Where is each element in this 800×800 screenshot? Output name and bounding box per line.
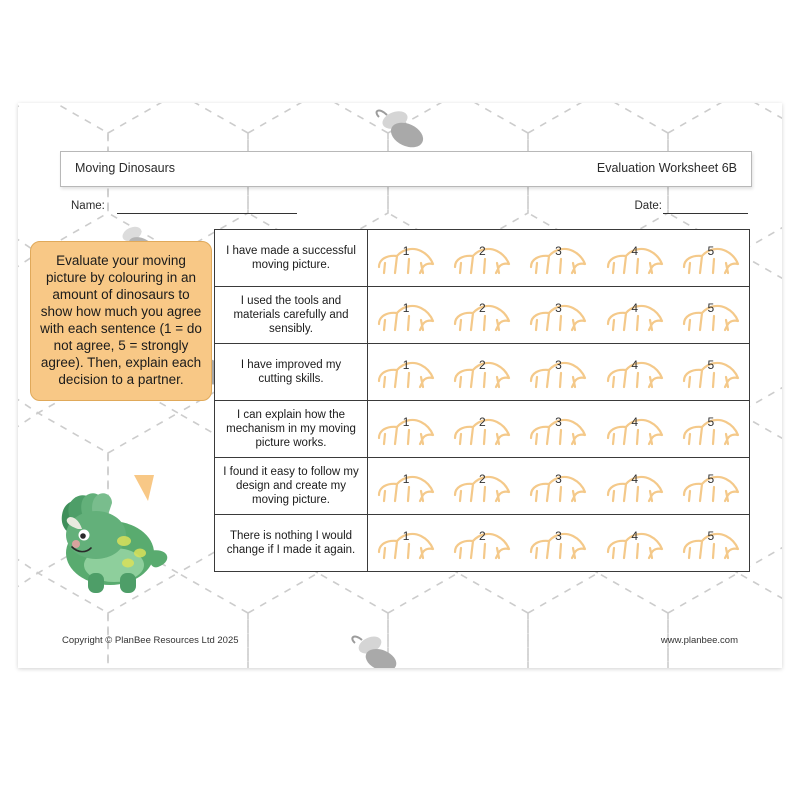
dino-rating-4[interactable]: [600, 406, 670, 452]
name-input[interactable]: [117, 213, 297, 214]
dino-rating-3[interactable]: [523, 292, 593, 338]
rating-number: 4: [631, 244, 638, 258]
rating-number: 5: [707, 415, 715, 430]
worksheet-subtitle: Evaluation Worksheet 6B: [596, 161, 737, 175]
bee-icon: [348, 633, 404, 668]
rating-number: 5: [707, 244, 715, 258]
dino-rating-5[interactable]: [676, 349, 746, 395]
rating-number: 1: [402, 415, 410, 430]
website-text: www.planbee.com: [660, 635, 738, 646]
dino-rating-5[interactable]: [676, 292, 746, 338]
dino-rating-3[interactable]: [523, 235, 593, 281]
dino-rating-4[interactable]: [600, 520, 670, 566]
name-label: Name:: [71, 200, 105, 212]
dino-rating-3[interactable]: [523, 349, 593, 395]
rating-number: 3: [555, 301, 562, 316]
table-row: [215, 230, 750, 287]
date-label: Date:: [634, 200, 662, 212]
table-row: [215, 458, 750, 515]
rating-scale-cell[interactable]: [368, 287, 750, 344]
worksheet-header-bar: [60, 151, 752, 187]
dino-rating-4[interactable]: [600, 292, 670, 338]
rating-scale-cell[interactable]: [368, 458, 750, 515]
dino-rating-4[interactable]: [600, 235, 670, 281]
dino-rating-2[interactable]: [447, 520, 517, 566]
rating-number: 5: [707, 301, 715, 316]
dino-rating-1[interactable]: [371, 235, 441, 281]
statement-cell: There is nothing I would change if I made it again.: [215, 515, 368, 572]
rating-number: 2: [478, 358, 486, 373]
rating-number: 5: [707, 529, 715, 544]
statement-cell: I have improved my cutting skills.: [215, 344, 368, 401]
dino-rating-2[interactable]: [447, 292, 517, 338]
table-row: [215, 515, 750, 572]
table-row: [215, 401, 750, 458]
rating-number: 3: [555, 472, 562, 487]
rating-number: 1: [402, 472, 410, 487]
dino-rating-1[interactable]: [371, 349, 441, 395]
dino-rating-5[interactable]: [676, 463, 746, 509]
dino-rating-2[interactable]: [447, 349, 517, 395]
rating-scale-cell[interactable]: [368, 230, 750, 287]
rating-number: 5: [707, 358, 715, 373]
statement-cell: I have made a successful moving picture.: [215, 230, 368, 287]
dino-rating-2[interactable]: [447, 406, 517, 452]
dino-rating-1[interactable]: [371, 463, 441, 509]
dino-rating-3[interactable]: [523, 406, 593, 452]
rating-number: 1: [402, 529, 410, 544]
rating-number: 3: [555, 358, 562, 373]
table-row: [215, 344, 750, 401]
dino-rating-4[interactable]: [600, 349, 670, 395]
worksheet-sheet: [18, 103, 782, 668]
dino-rating-4[interactable]: [600, 463, 670, 509]
rating-number: 1: [402, 244, 410, 258]
rating-number: 4: [631, 415, 638, 430]
dinosaur-mascot-illustration: [36, 491, 176, 601]
evaluation-table: [214, 229, 750, 572]
rating-number: 2: [478, 529, 486, 544]
statement-cell: I can explain how the mechanism in my moving picture works.: [215, 401, 368, 458]
rating-number: 2: [478, 244, 486, 258]
dino-rating-2[interactable]: [447, 235, 517, 281]
copyright-text: Copyright © PlanBee Resources Ltd 2025: [62, 635, 239, 646]
dino-rating-1[interactable]: [371, 520, 441, 566]
instruction-bubble: Evaluate your moving picture by colouring in an amount of dinosaurs to show how much you agree with each sentence (1 = do not agree, 5 = strongly agree). Then, explain each decision to a partner.: [30, 241, 212, 401]
rating-number: 2: [478, 415, 486, 430]
dino-rating-3[interactable]: [523, 463, 593, 509]
statement-cell: I found it easy to follow my design and create my moving picture.: [215, 458, 368, 515]
dino-rating-3[interactable]: [523, 520, 593, 566]
rating-number: 4: [631, 358, 638, 373]
rating-number: 3: [555, 415, 562, 430]
rating-scale-cell[interactable]: [368, 401, 750, 458]
dino-rating-5[interactable]: [676, 520, 746, 566]
rating-number: 4: [631, 529, 638, 544]
rating-number: 2: [478, 472, 486, 487]
rating-number: 4: [631, 472, 638, 487]
date-input[interactable]: [663, 213, 748, 214]
rating-number: 4: [631, 301, 638, 316]
rating-number: 2: [478, 301, 486, 316]
rating-scale-cell[interactable]: [368, 344, 750, 401]
dino-rating-2[interactable]: [447, 463, 517, 509]
name-date-row: [60, 198, 750, 216]
rating-number: 3: [555, 244, 562, 258]
rating-scale-cell[interactable]: [368, 515, 750, 572]
rating-number: 3: [555, 529, 562, 544]
bee-icon: [371, 107, 431, 155]
dino-rating-1[interactable]: [371, 292, 441, 338]
worksheet-title: Moving Dinosaurs: [75, 161, 176, 175]
dino-rating-5[interactable]: [676, 406, 746, 452]
rating-number: 1: [402, 301, 410, 316]
dino-rating-5[interactable]: [676, 235, 746, 281]
table-row: [215, 287, 750, 344]
statement-cell: I used the tools and materials carefully and sensibly.: [215, 287, 368, 344]
dino-rating-1[interactable]: [371, 406, 441, 452]
rating-number: 5: [707, 472, 715, 487]
rating-number: 1: [402, 358, 410, 373]
